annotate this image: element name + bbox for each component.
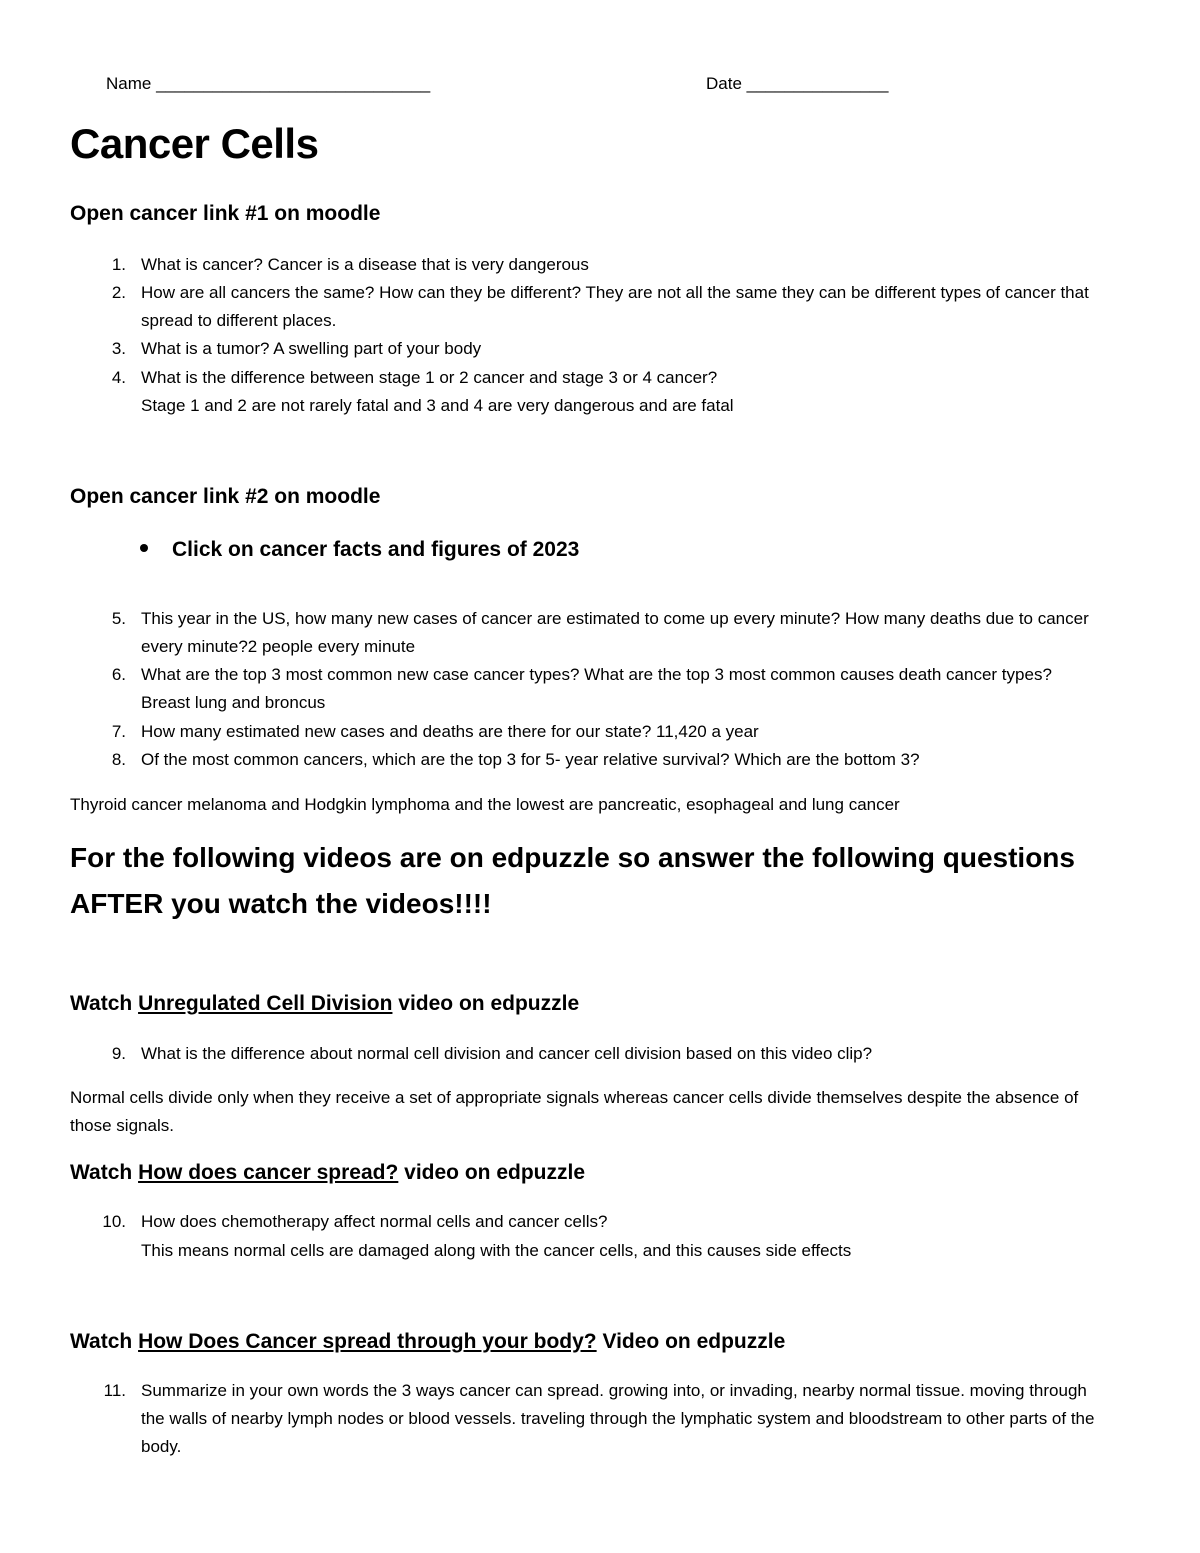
heading-prefix: Watch: [70, 1330, 139, 1353]
video-link[interactable]: How Does Cancer spread through your body?: [138, 1330, 597, 1353]
video1-heading: [70, 992, 579, 1016]
question-text: What are the top 3 most common new case cancer types? What are the top 3 most common causes death cancer types? Breast lung and broncus: [141, 665, 1052, 712]
question-number: 7.: [111, 722, 126, 741]
video-link[interactable]: Unregulated Cell Division: [138, 992, 393, 1015]
name-field: Name _____________________________: [106, 74, 431, 93]
question-text: How are all cancers the same? How can they be different? They are not all the same they can be different types of cancer that spread to different places.: [141, 283, 1089, 330]
bullet-text: Click on cancer facts and figures of 2023: [172, 538, 580, 561]
question-text: What is the difference between stage 1 or 2 cancer and stage 3 or 4 cancer?: [141, 368, 718, 387]
question-number: 8.: [111, 750, 126, 769]
video-link[interactable]: How does cancer spread?: [138, 1161, 399, 1184]
question-text: How many estimated new cases and deaths are there for our state? 11,420 a year: [141, 722, 759, 741]
answer-text: Stage 1 and 2 are not rarely fatal and 3 and 4 are very dangerous and are fatal: [141, 396, 734, 415]
heading-suffix: video on edpuzzle: [392, 992, 580, 1015]
question-number: 2.: [111, 283, 126, 302]
bullet-icon: [140, 544, 148, 552]
answer-paragraph: Thyroid cancer melanoma and Hodgkin lymphoma and the lowest are pancreatic, esophageal and lung cancer: [70, 795, 900, 814]
question-text: Of the most common cancers, which are the top 3 for 5- year relative survival? Which are the bottom 3?: [141, 750, 920, 769]
video3-heading: [70, 1330, 785, 1354]
video2-heading: [70, 1161, 585, 1185]
question-number: 11.: [103, 1381, 126, 1400]
question-text: How does chemotherapy affect normal cells and cancer cells?: [141, 1212, 608, 1231]
question-number: 9.: [111, 1044, 126, 1063]
bullet-item: [140, 538, 579, 562]
heading-prefix: Watch: [70, 992, 139, 1015]
question-text: This year in the US, how many new cases of cancer are estimated to come up every minute? How many deaths due to cancer every minute?2 people every minute: [141, 609, 1089, 656]
question-number: 3.: [111, 339, 126, 358]
videos-heading: For the following videos are on edpuzzle so answer the following questions AFTER you watch the videos!!!!: [70, 842, 1075, 919]
question-number: 10.: [102, 1212, 126, 1231]
question-text: What is a tumor? A swelling part of your body: [141, 339, 482, 358]
answer-paragraph: Normal cells divide only when they receive a set of appropriate signals whereas cancer cells divide themselves despite the absence of those signals.: [70, 1088, 1079, 1135]
page-title: Cancer Cells: [70, 120, 319, 167]
heading-suffix: Video on edpuzzle: [596, 1330, 786, 1353]
answer-text: This means normal cells are damaged along with the cancer cells, and this causes side effects: [141, 1241, 852, 1260]
question-number: 5.: [111, 609, 126, 628]
heading-prefix: Watch: [70, 1161, 139, 1184]
question-text: What is cancer? Cancer is a disease that is very dangerous: [141, 255, 589, 274]
section2-heading: Open cancer link #2 on moodle: [70, 485, 381, 508]
section1-heading: Open cancer link #1 on moodle: [70, 202, 381, 225]
question-number: 1.: [111, 255, 126, 274]
question-text: What is the difference about normal cell division and cancer cell division based on this video clip?: [141, 1044, 873, 1063]
question-number: 6.: [111, 665, 126, 684]
date-field: Date _______________: [706, 74, 889, 93]
question-text: Summarize in your own words the 3 ways cancer can spread. growing into, or invading, nearby normal tissue. moving through the walls of nearby lymph nodes or blood vessels. traveling through the lymphatic system and bloodstream to other parts of the body.: [141, 1381, 1095, 1456]
question-number: 4.: [111, 368, 126, 387]
heading-suffix: video on edpuzzle: [398, 1161, 586, 1184]
